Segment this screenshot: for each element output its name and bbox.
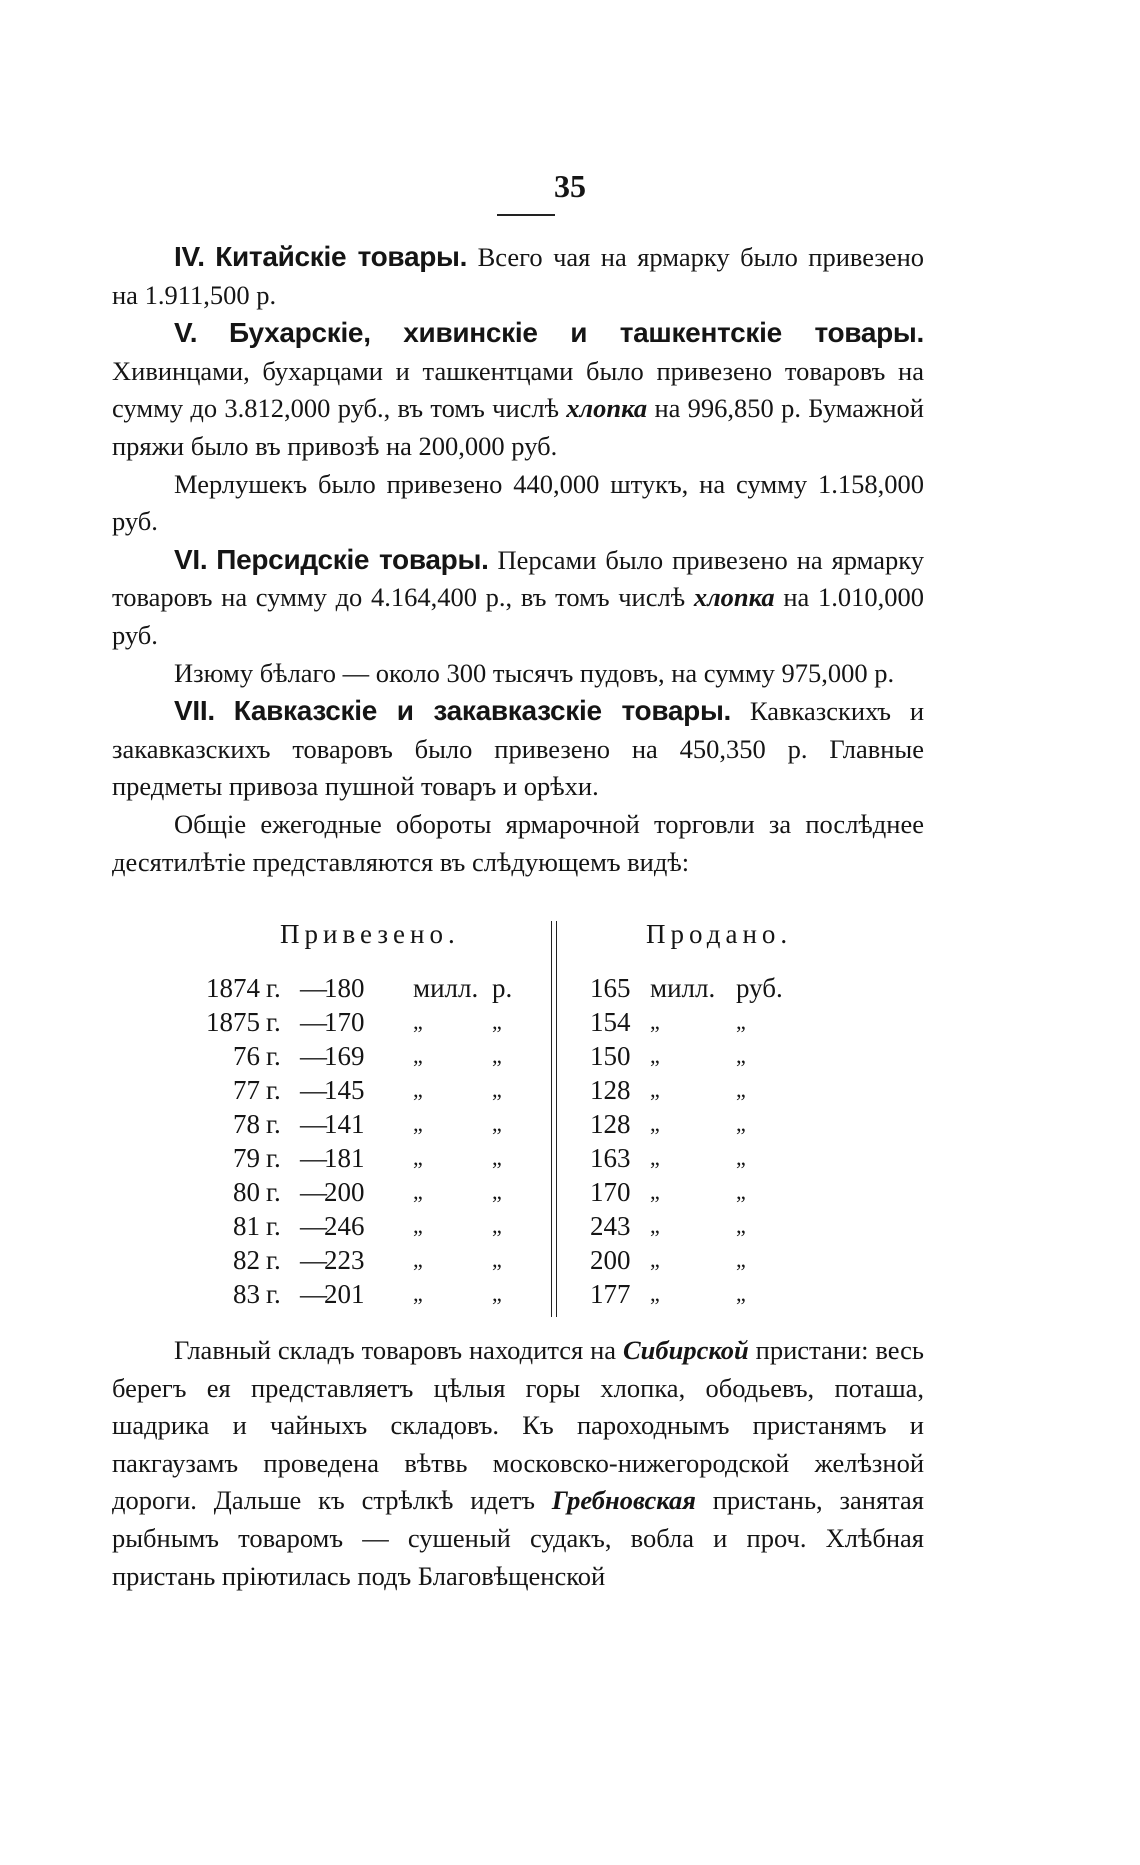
cell-sunit1: „: [650, 1009, 660, 1034]
cell-year: 1874: [206, 973, 260, 1003]
cell-sunit1: „: [650, 1145, 660, 1170]
cell-sunit2: „: [736, 1281, 746, 1306]
cell-bunit1: „: [413, 1145, 423, 1170]
section-text: Главный складъ товаровъ находится на: [174, 1335, 623, 1365]
cell-bunit2: „: [492, 1077, 502, 1102]
turnover-intro-paragraph: [112, 806, 924, 881]
table-row: [170, 1277, 830, 1311]
cell-sunit2: „: [736, 1009, 746, 1034]
section-numeral: V.: [174, 317, 198, 349]
section-text: Хивинцами, бухарцами и ташкентцами было привезено товаровъ на сумму до 3.812,000 руб., въ томъ числѣ: [112, 355, 924, 424]
section-numeral: VII.: [174, 695, 215, 727]
table-row: [170, 1175, 830, 1209]
cell-g: г.: [266, 1211, 281, 1241]
section-heading: Бухарскіе, хивинскіе и ташкентскіе товары.: [229, 317, 924, 349]
cell-bunit1: „: [413, 1281, 423, 1306]
emphasis: хлопка: [693, 582, 775, 613]
table-row: [170, 971, 830, 1005]
table-row: [170, 1107, 830, 1141]
cell-bunit2: „: [492, 1247, 502, 1272]
section-v-continuation: [112, 466, 924, 541]
cell-sunit1: „: [650, 1077, 660, 1102]
cell-bunit2: р.: [492, 973, 513, 1003]
cell-dash: —: [300, 1279, 327, 1309]
table-row: [170, 1243, 830, 1277]
warehouse-paragraph: [112, 1332, 924, 1595]
cell-sunit1: „: [650, 1281, 660, 1306]
cell-bunit1: милл.: [413, 973, 479, 1003]
cell-dash: —: [300, 1143, 327, 1173]
turnover-table: [170, 919, 830, 1317]
cell-sold: 243: [590, 1211, 631, 1241]
cell-bunit2: „: [492, 1179, 502, 1204]
cell-sold: 170: [590, 1177, 631, 1207]
cell-sunit2: „: [736, 1043, 746, 1068]
section-text: Мерлушекъ было привезено 440,000 штукъ, на сумму 1.158,000 руб.: [112, 468, 924, 537]
table-rows: [170, 971, 830, 1311]
cell-brought: 200: [324, 1177, 365, 1207]
section-text: Кавказскихъ и закавказскихъ товаровъ было привезено на 450,350 р. Главные предметы привоза пушной товаръ и орѣхи.: [112, 696, 925, 802]
cell-dash: —: [300, 1041, 327, 1071]
cell-year: 80: [233, 1177, 260, 1207]
cell-sold: 150: [590, 1041, 631, 1071]
cell-bunit1: „: [413, 1043, 423, 1068]
cell-sold: 165: [590, 973, 631, 1003]
cell-bunit2: „: [492, 1043, 502, 1068]
cell-brought: 169: [324, 1041, 365, 1071]
cell-g: г.: [266, 1177, 281, 1207]
cell-sunit1: милл.: [650, 973, 716, 1003]
section-heading: Кавказскіе и закавказскіе товары.: [233, 695, 732, 727]
cell-g: г.: [266, 973, 281, 1003]
cell-dash: —: [300, 1109, 327, 1139]
section-text: Персами было привезено на ярмарку товаровъ на сумму до 4.164,400 р., въ томъ числѣ: [112, 544, 924, 613]
section-text: пристань, занятая рыбнымъ товаромъ — сушеный судакъ, вобла и проч. Хлѣбная пристань пріютилась подъ Благовѣщенской: [112, 1485, 924, 1591]
table-row: [170, 1209, 830, 1243]
table-row: [170, 1073, 830, 1107]
cell-g: г.: [266, 1041, 281, 1071]
cell-g: г.: [266, 1245, 281, 1275]
cell-brought: 145: [324, 1075, 365, 1105]
section-v-paragraph: [112, 314, 924, 465]
cell-dash: —: [300, 1211, 327, 1241]
page-number-rule: [497, 214, 555, 216]
cell-sold: 128: [590, 1075, 631, 1105]
cell-brought: 181: [324, 1143, 365, 1173]
cell-sunit2: „: [736, 1247, 746, 1272]
section-heading: Персидскіе товары.: [216, 543, 489, 575]
cell-sunit2: „: [736, 1111, 746, 1136]
cell-bunit1: „: [413, 1179, 423, 1204]
cell-bunit1: „: [413, 1213, 423, 1238]
cell-brought: 201: [324, 1279, 365, 1309]
section-iv-paragraph: [112, 238, 924, 314]
section-vi-paragraph: [112, 541, 924, 655]
emphasis: Гребновская: [551, 1485, 696, 1516]
table-row: [170, 1039, 830, 1073]
section-text: Изюму бѣлаго — около 300 тысячъ пудовъ, на сумму 975,000 р.: [174, 657, 895, 688]
section-text: на 1.010,000 руб.: [112, 582, 924, 650]
cell-year: 1875: [206, 1007, 260, 1037]
cell-bunit1: „: [413, 1111, 423, 1136]
cell-sunit1: „: [650, 1111, 660, 1136]
cell-dash: —: [300, 1177, 327, 1207]
cell-sunit1: „: [650, 1213, 660, 1238]
emphasis: хлопка: [566, 393, 648, 424]
section-text: на 996,850 р. Бумажной пряжи было въ привозѣ на 200,000 руб.: [112, 393, 924, 461]
cell-sold: 177: [590, 1279, 631, 1309]
cell-year: 82: [233, 1245, 260, 1275]
cell-year: 79: [233, 1143, 260, 1173]
cell-sunit2: „: [736, 1145, 746, 1170]
cell-year: 81: [233, 1211, 260, 1241]
cell-sold: 154: [590, 1007, 631, 1037]
section-numeral: IV.: [174, 241, 205, 272]
cell-dash: —: [300, 1075, 327, 1105]
cell-g: г.: [266, 1279, 281, 1309]
page-number: 35: [554, 168, 586, 204]
cell-brought: 246: [324, 1211, 365, 1241]
section-numeral: VI.: [174, 543, 208, 575]
body-text-lower: [112, 1332, 924, 1595]
cell-sold: 163: [590, 1143, 631, 1173]
section-vii-paragraph: [112, 692, 924, 806]
cell-dash: —: [300, 973, 327, 1003]
cell-g: г.: [266, 1007, 281, 1037]
cell-bunit2: „: [492, 1213, 502, 1238]
cell-bunit1: „: [413, 1009, 423, 1034]
cell-sunit1: „: [650, 1179, 660, 1204]
cell-dash: —: [300, 1007, 327, 1037]
cell-sunit2: руб.: [736, 973, 783, 1003]
cell-sunit2: „: [736, 1179, 746, 1204]
section-text: пристани: весь берегъ ея представляетъ цѣлыя горы хлопка, ободьевъ, поташа, шадрика и чайныхъ складовъ. Къ пароходнымъ пристанямъ и пакгаузамъ проведена вѣтвь московско-нижегородской желѣзной дороги. Дальше къ стрѣлкѣ идетъ: [112, 1335, 924, 1516]
cell-sold: 128: [590, 1109, 631, 1139]
cell-sunit2: „: [736, 1213, 746, 1238]
cell-brought: 180: [324, 973, 365, 1003]
cell-sold: 200: [590, 1245, 631, 1275]
cell-g: г.: [266, 1109, 281, 1139]
section-heading: Китайскіе товары.: [215, 241, 468, 272]
table-row: [170, 1005, 830, 1039]
cell-year: 76: [233, 1041, 260, 1071]
section-text: Всего чая на ярмарку было привезено на 1.911,500 р.: [112, 242, 925, 310]
cell-bunit2: „: [492, 1111, 502, 1136]
section-text: Общіе ежегодные обороты ярмарочной торговли за послѣднее десятилѣтіе представляются въ слѣдующемъ видѣ:: [112, 808, 924, 877]
column-header-brought: Привезено.: [280, 919, 460, 949]
cell-year: 77: [233, 1075, 260, 1105]
column-header-sold: Продано.: [646, 919, 793, 949]
section-vi-continuation: [112, 655, 924, 693]
cell-sunit1: „: [650, 1043, 660, 1068]
body-text-upper: [112, 238, 924, 881]
cell-bunit2: „: [492, 1281, 502, 1306]
cell-sunit1: „: [650, 1247, 660, 1272]
cell-brought: 141: [324, 1109, 365, 1139]
cell-g: г.: [266, 1075, 281, 1105]
cell-bunit1: „: [413, 1247, 423, 1272]
cell-year: 78: [233, 1109, 260, 1139]
cell-sunit2: „: [736, 1077, 746, 1102]
table-row: [170, 1141, 830, 1175]
cell-g: г.: [266, 1143, 281, 1173]
cell-year: 83: [233, 1279, 260, 1309]
emphasis: Сибирской: [622, 1335, 749, 1365]
cell-brought: 170: [324, 1007, 365, 1037]
cell-dash: —: [300, 1245, 327, 1275]
cell-bunit1: „: [413, 1077, 423, 1102]
cell-bunit2: „: [492, 1009, 502, 1034]
cell-brought: 223: [324, 1245, 365, 1275]
cell-bunit2: „: [492, 1145, 502, 1170]
